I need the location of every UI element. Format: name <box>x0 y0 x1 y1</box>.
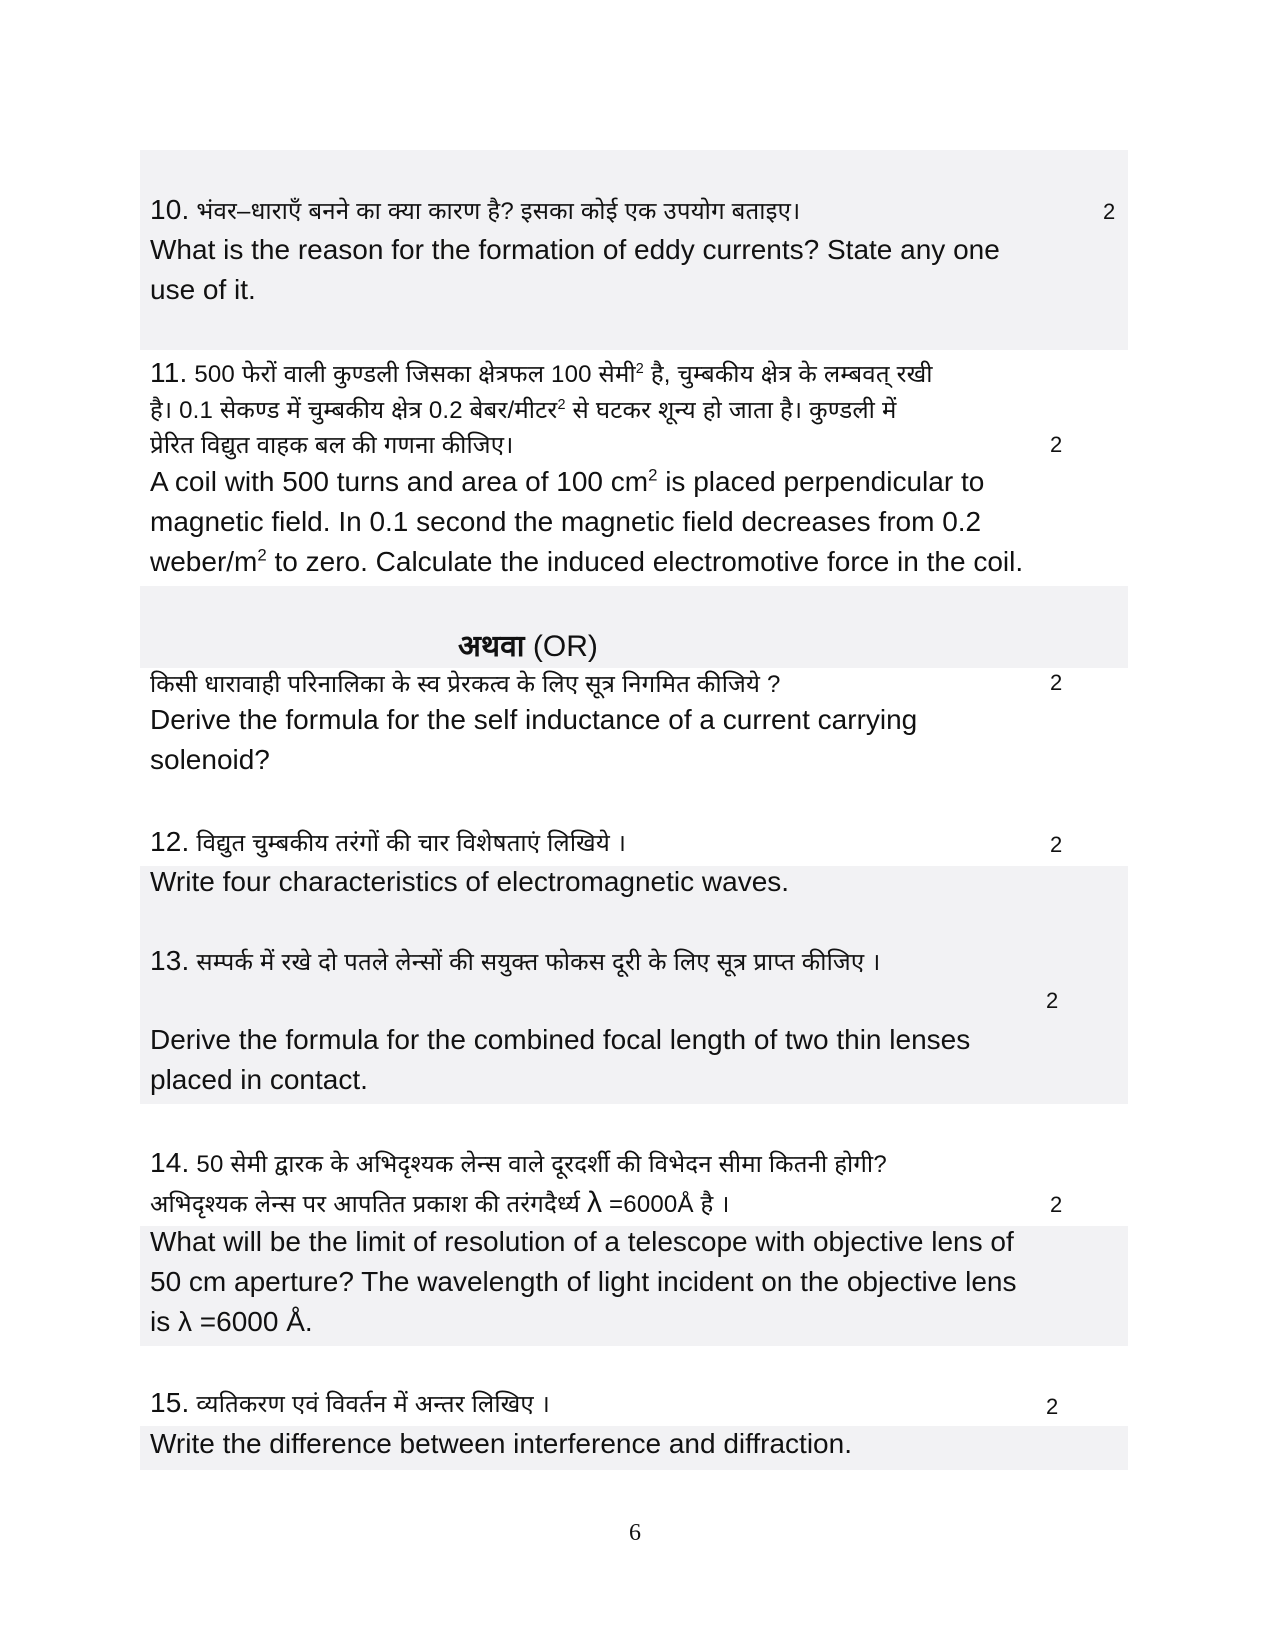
q12-number: 12. <box>150 826 190 857</box>
q15-number: 15. <box>150 1387 190 1418</box>
q12-hindi-line <box>150 826 626 859</box>
q12-marks: 2 <box>1050 832 1063 857</box>
or-marks: 2 <box>1050 670 1063 695</box>
q10-number: 10. <box>150 194 190 225</box>
or-english-line-2: solenoid? <box>150 744 270 775</box>
q12-hindi-text: विद्युत चुम्बकीय तरंगों की चार विशेषताएं लिखिये । <box>196 830 627 857</box>
q14-english-line-3: is λ =6000 Å. <box>150 1306 313 1337</box>
q14-hindi-line-2 <box>150 1186 730 1220</box>
q11-hindi-text-1b: है, चुम्बकीय क्षेत्र के लम्बवत् रखी <box>643 361 933 388</box>
q15-hindi-text: व्यतिकरण एवं विवर्तन में अन्तर लिखिए । <box>196 1391 551 1418</box>
q14-hindi-text-2a: अभिदृश्यक लेन्स पर आपतित प्रकाश की तरंगदैर्ध्य <box>150 1191 587 1218</box>
q14-english-line-2: 50 cm aperture? The wavelength of light incident on the objective lens <box>150 1266 1017 1297</box>
q14-marks: 2 <box>1050 1192 1063 1217</box>
q13-number: 13. <box>150 945 190 976</box>
or-heading <box>458 624 598 665</box>
q11-english-text-1b: is placed perpendicular to <box>657 466 985 497</box>
or-hindi-line: किसी धारावाही परिनालिका के स्व प्रेरकत्व के लिए सूत्र निगमित कीजिये ? <box>150 671 781 698</box>
q11-english-sup-1: 2 <box>648 465 658 485</box>
q10-english-line-2: use of it. <box>150 274 256 305</box>
q11-marks: 2 <box>1050 432 1063 457</box>
q10-marks: 2 <box>1103 199 1116 224</box>
q11-hindi-text-2b: से घटकर शून्य हो जाता है। कुण्डली में <box>565 397 897 424</box>
q10-hindi-text: भंवर–धाराएँ बनने का क्या कारण है? इसका कोई एक उपयोग बताइए। <box>196 198 801 225</box>
or-heading-english: (OR) <box>532 630 598 663</box>
q13-hindi-line <box>150 945 881 978</box>
q14-hindi-line-1 <box>150 1147 887 1180</box>
shade-block-or <box>140 586 1128 668</box>
q11-english-text-3a: weber/m <box>150 546 258 577</box>
q11-english-text-3b: to zero. Calculate the induced electromotive force in the coil. <box>266 546 1024 577</box>
q11-hindi-line-3: प्रेरित विद्युत वाहक बल की गणना कीजिए। <box>150 432 514 459</box>
q11-english-line-3 <box>150 546 1023 578</box>
q13-english-line-2: placed in contact. <box>150 1064 368 1095</box>
q15-marks: 2 <box>1046 1394 1059 1419</box>
q11-hindi-text-2a: है। 0.1 सेकण्ड में चुम्बकीय क्षेत्र 0.2 बेबर/मीटर <box>150 397 558 424</box>
q14-hindi-text-1: 50 सेमी द्वारक के अभिदृश्यक लेन्स वाले दूरदर्शी की विभेदन सीमा कितनी होगी? <box>196 1151 887 1178</box>
q11-hindi-sup-2: 2 <box>557 397 566 413</box>
q14-lambda-symbol: λ <box>586 1186 603 1219</box>
page-number: 6 <box>629 1520 641 1546</box>
q14-english-line-1: What will be the limit of resolution of a telescope with objective lens of <box>150 1226 1014 1257</box>
q11-english-line-1 <box>150 466 984 498</box>
q15-english-line: Write the difference between interference and diffraction. <box>150 1428 852 1459</box>
q11-english-sup-3: 2 <box>257 545 267 565</box>
q11-hindi-sup-1: 2 <box>635 361 644 377</box>
q10-hindi-line <box>150 194 800 227</box>
q11-hindi-line-2 <box>150 393 897 426</box>
q11-hindi-text-1a: 500 फेरों वाली कुण्डली जिसका क्षेत्रफल 100 सेमी <box>194 361 636 388</box>
q10-english-line-1: What is the reason for the formation of eddy currents? State any one <box>150 234 1000 265</box>
q13-marks: 2 <box>1046 988 1059 1013</box>
q11-english-text-1a: A coil with 500 turns and area of 100 cm <box>150 466 649 497</box>
q14-number: 14. <box>150 1147 190 1178</box>
q11-number: 11. <box>150 357 188 388</box>
q11-hindi-line-1 <box>150 357 933 390</box>
q13-english-line-1: Derive the formula for the combined focal length of two thin lenses <box>150 1024 971 1055</box>
or-heading-hindi: अथवा <box>458 630 525 663</box>
q13-hindi-text: सम्पर्क में रखे दो पतले लेन्सों की सयुक्त फोकस दूरी के लिए सूत्र प्राप्त कीजिए । <box>196 949 881 976</box>
q14-hindi-text-2c: =6000Å है । <box>602 1191 730 1218</box>
or-english-line-1: Derive the formula for the self inductance of a current carrying <box>150 704 918 735</box>
q15-hindi-line <box>150 1387 550 1420</box>
q12-english-line: Write four characteristics of electromagnetic waves. <box>150 866 790 897</box>
q11-english-line-2: magnetic field. In 0.1 second the magnetic field decreases from 0.2 <box>150 506 982 537</box>
